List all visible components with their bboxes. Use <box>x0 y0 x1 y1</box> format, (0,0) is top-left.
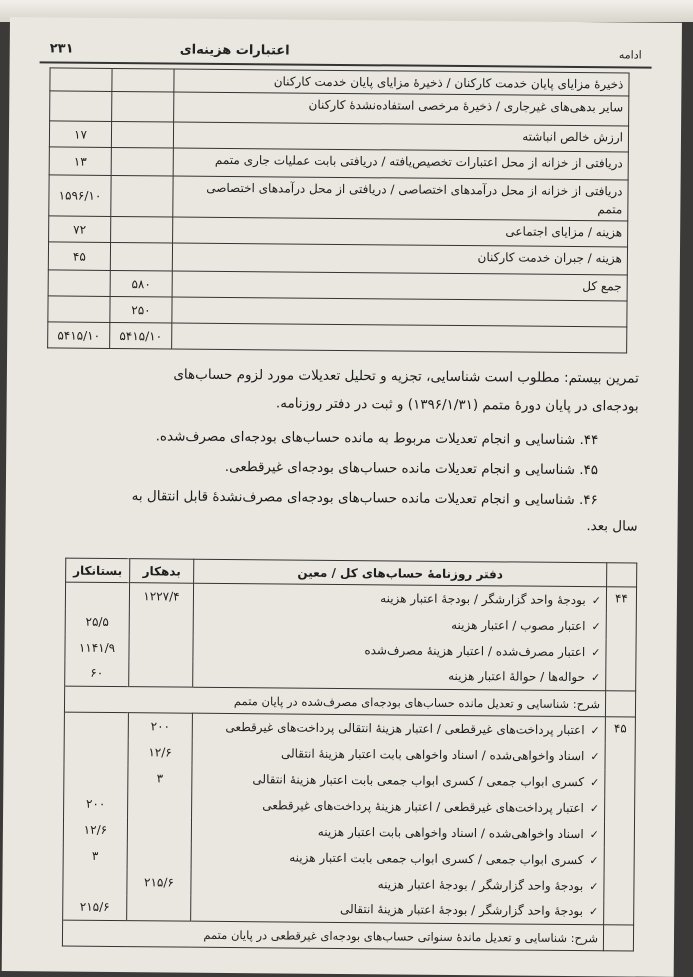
journal-desc-text: کسری ابواب جمعی / کسری ابواب جمعی بابت اعتبار هزینهٔ انتقالی <box>252 771 585 789</box>
check-icon: ✓ <box>591 619 601 633</box>
check-icon: ✓ <box>588 905 599 919</box>
credit-cell: ۷۲ <box>49 216 111 243</box>
debit-cell <box>128 791 192 818</box>
journal-desc <box>193 661 606 691</box>
journal-table <box>62 558 637 952</box>
credit-cell <box>48 296 110 323</box>
desc-cell: جمع کل <box>172 271 627 301</box>
continued-label: ادامه <box>618 48 642 62</box>
book-page <box>2 17 682 977</box>
debit-cell: ۳ <box>128 765 192 792</box>
credit-cell: ۲۵/۵ <box>65 608 129 635</box>
journal-desc <box>193 583 606 613</box>
journal-desc-text: بودجهٔ واحد گزارشگر / بودجهٔ اعتبار هزینهٔ انتقالی <box>339 902 584 919</box>
credit-cell: ۲۰۰ <box>64 790 128 817</box>
entry-index: ۴۵ <box>604 717 636 925</box>
journal-desc-text: اعتبار مصرف‌شده / اعتبار هزینهٔ مصرف‌شده <box>364 642 586 659</box>
debit-cell <box>127 843 191 870</box>
journal-desc <box>192 765 605 795</box>
desc-cell: ارزش خالص انباشته <box>173 122 628 152</box>
check-icon: ✓ <box>591 593 602 607</box>
debit-cell <box>111 216 173 243</box>
note-index-cell <box>603 925 633 951</box>
journal-desc-text: کسری ابواب جمعی / کسری ابواب جمعی بابت اعتبار هزینه <box>289 850 584 867</box>
debit-cell <box>129 661 193 688</box>
journal-desc <box>191 843 604 873</box>
debit-cell: ۱۲/۶ <box>128 739 192 766</box>
debit-cell <box>129 609 193 636</box>
page-number: ۲۳۱ <box>49 41 74 57</box>
journal-desc <box>192 713 605 743</box>
debit-cell <box>112 91 174 122</box>
check-icon: ✓ <box>590 723 600 737</box>
trial-row <box>49 175 628 221</box>
debit-cell <box>110 242 172 271</box>
journal-desc <box>191 895 604 925</box>
credit-cell: ۱۵۹۶/۱۰ <box>49 175 111 217</box>
check-icon: ✓ <box>590 749 600 763</box>
credit-cell: ۱۳ <box>49 147 111 176</box>
debit-cell: ۵۴۱۵/۱۰ <box>110 322 172 349</box>
debit-cell: ۲۵۰ <box>110 296 172 323</box>
credit-cell: ۴۵ <box>48 242 110 271</box>
debit-cell <box>111 147 173 176</box>
question-46: ۴۶. شناسایی و انجام تعدیلات مانده حساب‌های بودجه‌ای مصرف‌نشدهٔ قابل انتقال به <box>131 488 598 509</box>
credit-cell <box>64 712 128 739</box>
check-icon: ✓ <box>591 645 601 659</box>
desc-cell: هزینه / مزایای اجتماعی <box>173 217 628 247</box>
credit-cell: ۵۴۱۵/۱۰ <box>48 322 110 349</box>
credit-cell <box>64 738 128 765</box>
credit-cell <box>48 270 110 297</box>
journal-desc-text: بودجهٔ واحد گزارشگر / بودجهٔ اعتبار هزینه <box>380 591 586 607</box>
question-44: ۴۴. شناسایی و انجام تعدیلات مربوط به مانده حساب‌های بودجه‌ای مصرف‌شده. <box>155 428 599 449</box>
journal-desc <box>192 791 605 821</box>
journal-note-row <box>62 920 633 951</box>
entry-index: ۴۴ <box>606 587 637 691</box>
debit-cell <box>111 175 173 217</box>
debit-cell: ۲۰۰ <box>128 713 192 740</box>
header-index <box>607 563 637 587</box>
credit-cell: ۳ <box>63 842 127 869</box>
trial-table <box>47 67 629 353</box>
check-icon: ✓ <box>589 827 599 841</box>
journal-desc-text: اسناد واخواهی‌شده / اسناد واخواهی بابت اعتبار هزینهٔ انتقالی <box>280 745 585 763</box>
check-icon: ✓ <box>590 775 600 789</box>
debit-cell <box>127 817 191 844</box>
journal-desc-text: حواله‌ها / حوالهٔ اعتبار هزینه <box>448 669 586 685</box>
credit-cell <box>50 91 112 122</box>
credit-cell <box>63 868 127 895</box>
journal-note: شرح: شناسایی و تعدیل ماندهٔ سنواتی حساب‌های بودجه‌ای غیرقطعی در پایان متمم <box>62 920 603 951</box>
journal-desc <box>192 739 605 769</box>
credit-cell <box>64 764 128 791</box>
journal-desc-text: بودجهٔ واحد گزارشگر / بودجهٔ اعتبار هزینه <box>377 876 584 893</box>
journal-desc-text: اسناد واخواهی‌شده / اسناد واخواهی بابت اعتبار هزینه <box>317 824 584 841</box>
desc-cell: ذخیرهٔ مزایای پایان خدمت کارکنان / ذخیرهٔ مزایای پایان خدمت کارکنان <box>174 69 629 96</box>
desc-cell <box>172 297 627 327</box>
question-45: ۴۵. شناسایی و انجام تعدیلات مانده حساب‌های بودجه‌ای غیرقطعی. <box>224 458 599 479</box>
book-title: اعتبارات هزینه‌ای <box>179 42 290 59</box>
debit-cell <box>111 121 173 148</box>
journal-desc-text: اعتبار مصوب / اعتبار هزینه <box>451 617 586 633</box>
journal-note: شرح: شناسایی و تعدیل مانده حساب‌های بودجه‌ای مصرف‌شده در پایان متمم <box>64 686 605 717</box>
credit-cell: ۶۰ <box>65 660 129 687</box>
credit-cell: ۱۷ <box>49 121 111 148</box>
journal-desc <box>193 635 606 665</box>
check-icon: ✓ <box>590 671 601 685</box>
exercise-title: تمرین بیستم: مطلوب است شناسایی، تجزیه و تحلیل تعدیلات مورد لزوم حساب‌های <box>173 366 639 387</box>
journal-desc <box>191 817 604 847</box>
check-icon: ✓ <box>589 853 599 867</box>
check-icon: ✓ <box>589 801 600 815</box>
desc-cell: سایر بدهی‌های غیرجاری / ذخیرهٔ مرخصی استفاده‌نشدهٔ کارکنان <box>174 92 629 126</box>
debit-cell: ۲۱۵/۶ <box>127 869 191 896</box>
desc-cell: دریافتی از خزانه از محل درآمدهای اختصاصی / دریافتی از محل درآمدهای اختصاصی متمم <box>173 176 628 221</box>
credit-cell <box>50 68 112 92</box>
debit-cell <box>129 635 193 662</box>
debit-cell: ۵۸۰ <box>110 270 172 297</box>
debit-cell <box>127 895 191 922</box>
journal-desc-text: اعتبار پرداخت‌های غیرقطعی / اعتبار هزینهٔ پرداخت‌های غیرقطعی <box>262 797 584 815</box>
exercise-line2: بودجه‌ای در پایان دورهٔ متمم (۱۳۹۶/۱/۳۱) و ثبت در دفتر روزنامه. <box>275 395 639 415</box>
desc-cell <box>172 323 627 353</box>
credit-cell: ۲۱۵/۶ <box>63 894 127 921</box>
debit-cell: ۱۲۲۷/۴ <box>129 583 193 610</box>
header-credit: بستانکار <box>66 558 130 583</box>
debit-cell <box>112 68 174 92</box>
credit-cell: ۱۱۴۱/۹ <box>65 634 129 661</box>
desc-cell: دریافتی از خزانه از محل اعتبارات تخصیص‌یافته / دریافتی بابت عملیات جاری متمم <box>173 148 628 180</box>
note-index-cell <box>605 691 635 717</box>
journal-desc <box>193 609 606 639</box>
trial-row <box>48 322 627 353</box>
journal-desc-text: اعتبار پرداخت‌های غیرقطعی / اعتبار هزینهٔ انتقالی پرداخت‌های غیرقطعی <box>225 719 585 737</box>
desc-cell: هزینه / جبران خدمت کارکنان <box>172 243 627 275</box>
credit-cell: ۱۲/۶ <box>63 816 127 843</box>
header-desc: دفتر روزنامهٔ حساب‌های کل / معین <box>194 559 607 587</box>
question-46-cont: سال بعد. <box>586 518 638 535</box>
journal-desc <box>191 869 604 899</box>
header-debit: بدهکار <box>130 559 194 584</box>
credit-cell <box>65 582 129 609</box>
check-icon: ✓ <box>589 879 599 893</box>
